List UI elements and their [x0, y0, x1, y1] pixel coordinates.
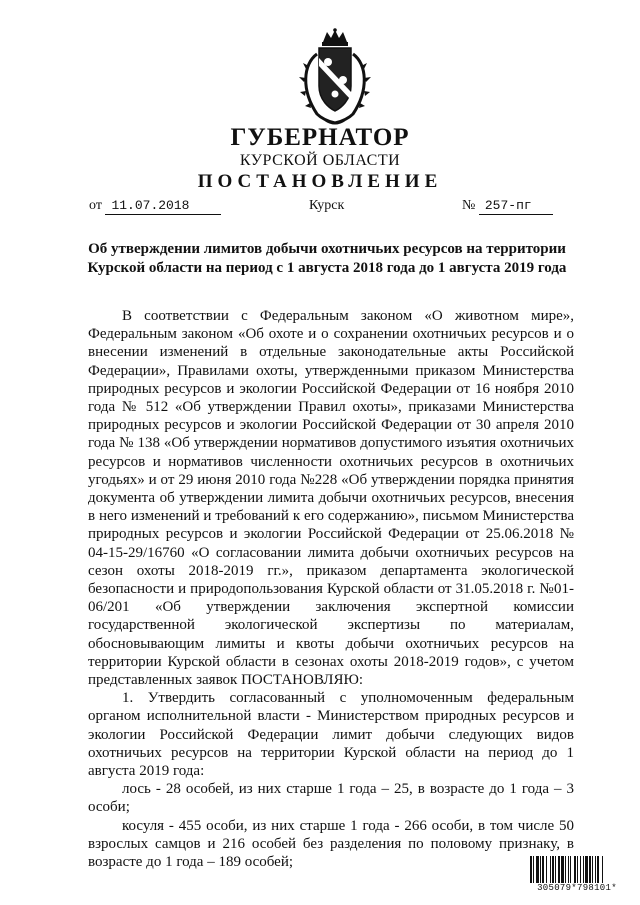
- page-title: ГУБЕРНАТОР: [230, 124, 410, 151]
- roe-deer-limit-paragraph: косуля - 455 особи, из них старше 1 года - 266 особи, в том числе 50 взрослых самцов и 216 особей без разделения по половому признаку, в возрасте до 1 года – 189 особей;: [88, 817, 574, 871]
- barcode-bars: [530, 856, 624, 883]
- issuer-region: КУРСКОЙ ОБЛАСТИ: [239, 152, 401, 169]
- document-kind: ПОСТАНОВЛЕНИЕ: [197, 171, 443, 192]
- moose-limit-paragraph: лось - 28 особей, из них старше 1 года – 25, в возрасте до 1 года – 3 особи;: [88, 781, 574, 816]
- kursk-coat-of-arms-icon: [295, 28, 375, 128]
- document-number: 257-пг: [479, 198, 553, 215]
- number-prefix: №: [462, 198, 476, 213]
- date-prefix: от: [89, 198, 102, 213]
- preamble-paragraph: В соответствии с Федеральным законом «О животном мире», Федеральным законом «Об охоте и о сохранении охотничьих ресурсов и о внесении изменений в отдельные законодательные акты Российской Федерации», Правилами охоты, утвержденными приказом Министерства природных ресурсов и экологии Российской Федерации от 16 ноября 2010 года № 512 «Об утверждении Правил охоты», приказами Министерства природных ресурсов и экологии Российской Федерации от 30 апреля 2010 года № 138 «Об утверждении нормативов допустимого изъятия охотничьих ресурсов и нормативов численности охотничьих ресурсов в охотничьих угодьях» и от 29 июня 2010 года №228 «Об утверждении порядка принятия документа об утверждении лимита добычи охотничьих ресурсов, внесения в него изменений и требований к его содержанию», письмом Министерства природных ресурсов и экологии Российской Федерации от 25.06.2018 № 04-15-29/16760 «О согласовании лимита добычи охотничьих ресурсов на сезон охоты 2018-2019 гг.», приказом департамента экологической безопасности и природопользования Курской области от 31.05.2018 г. №01-06/201 «Об утверждении заключения экспертной комиссии государственной экологической экспертизы по материалам, обосновывающим лимиты и квоты добычи охотничьих ресурсов на территории Курской области в сезонах охоты 2018-2019 годов», с учетом представленных заявок ПОСТАНОВЛЯЮ:: [88, 308, 574, 689]
- item-1-paragraph: 1. Утвердить согласованный с уполномоченным федеральным органом исполнительной власти - Министерством природных ресурсов и экологии Российской Федерации лимит добычи следующих видов охотничьих ресурсов на территории Курской области на период до 1 августа 2019 года:: [88, 690, 574, 780]
- document-city: Курск: [309, 198, 345, 213]
- document-subject: Об утверждении лимитов добычи охотничьих ресурсов на территории Курской области на период с 1 августа 2018 года до 1 августа 2019 года: [87, 241, 567, 276]
- document-date-line: [89, 198, 221, 220]
- barcode-number: 305079*798101*: [537, 883, 617, 893]
- barcode-icon: [530, 856, 624, 896]
- document-number-line: [462, 198, 553, 220]
- document-body: [88, 307, 574, 871]
- document-date: 11.07.2018: [105, 198, 221, 215]
